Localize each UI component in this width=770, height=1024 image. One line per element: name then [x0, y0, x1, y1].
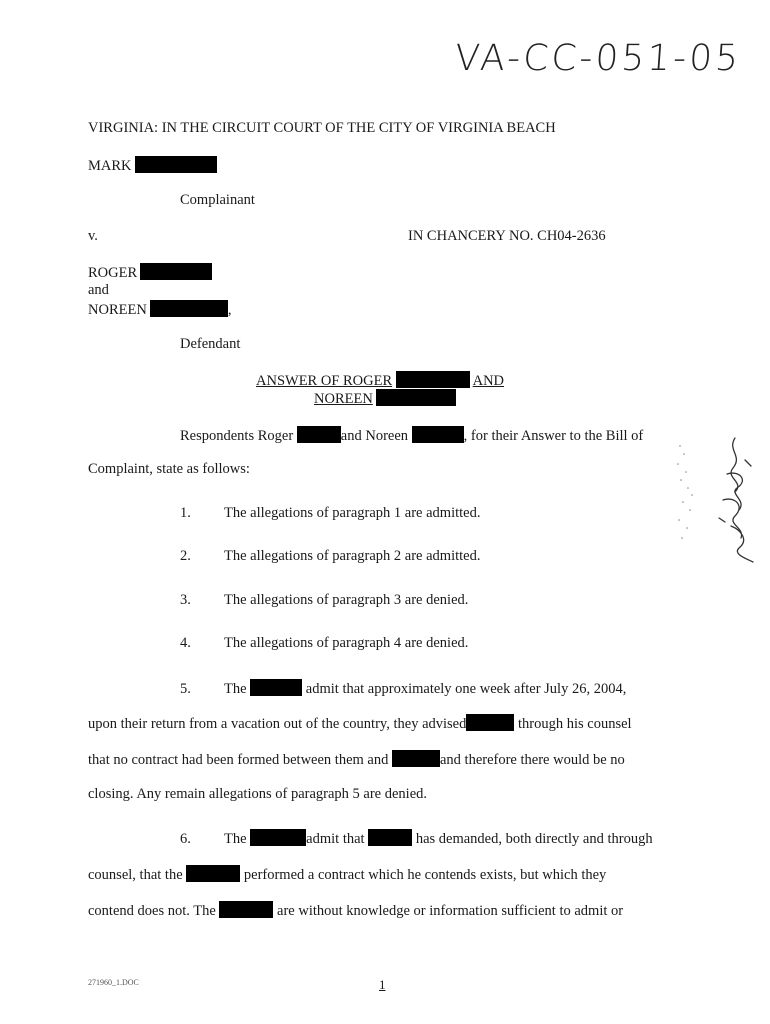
paragraph-text: The	[224, 831, 247, 847]
redaction-bar	[396, 371, 470, 388]
paragraph-text: The allegations of paragraph 2 are admitted.	[224, 548, 481, 564]
document-title-line1	[256, 371, 504, 390]
paragraph-text: that no contract had been formed between them and	[88, 752, 389, 768]
paragraph-text: The allegations of paragraph 1 are admitted.	[224, 505, 481, 521]
redaction-bar	[368, 829, 412, 846]
complainant-line	[88, 156, 217, 175]
defendant1-line	[88, 263, 212, 282]
title-text: AND	[472, 373, 505, 389]
paragraph-5-line4: closing. Any remain allegations of paragraph 5 are denied.	[88, 786, 428, 802]
paragraph-text: contend does not. The	[88, 903, 216, 919]
redaction-bar	[250, 829, 306, 846]
redaction-bar	[219, 901, 273, 918]
defendant-role: Defendant	[180, 336, 241, 352]
complainant-name: MARK	[88, 158, 132, 174]
paragraph-5-line1	[180, 679, 626, 698]
intro-line1	[180, 426, 643, 445]
redaction-bar	[186, 865, 240, 882]
comma: ,	[227, 302, 232, 318]
page-number: 1	[379, 977, 386, 992]
intro-text: , for their Answer to the Bill of	[463, 428, 644, 444]
paragraph-text: has demanded, both directly and through	[415, 831, 653, 847]
redaction-bar	[250, 679, 302, 696]
redaction-bar	[135, 156, 217, 173]
paragraph-number: 6.	[180, 831, 191, 847]
intro-line2: Complaint, state as follows:	[88, 461, 250, 477]
court-caption: VIRGINIA: IN THE CIRCUIT COURT OF THE CITY OF VIRGINIA BEACH	[88, 120, 556, 136]
paragraph-6-line2	[88, 865, 606, 884]
margin-stamp-marks	[672, 440, 698, 550]
document-title-line2	[314, 389, 456, 408]
handwritten-signature	[705, 430, 765, 570]
and-word: and	[88, 282, 109, 298]
paragraph-6-line3	[88, 901, 623, 920]
paragraph-text: and therefore there would be no	[439, 752, 625, 768]
paragraph-text: The allegations of paragraph 3 are denied.	[224, 592, 469, 608]
footer-document-code: 271960_1.DOC	[88, 978, 139, 987]
paragraph-number: 2.	[180, 548, 191, 564]
paragraph-3	[180, 592, 468, 609]
paragraph-1	[180, 505, 480, 522]
complainant-role: Complainant	[180, 192, 255, 208]
defendant2-name: NOREEN	[88, 302, 147, 318]
title-text: ANSWER OF ROGER	[256, 373, 393, 389]
redaction-bar	[412, 426, 464, 443]
paragraph-number: 3.	[180, 592, 191, 608]
paragraph-text: counsel, that the	[88, 867, 183, 883]
intro-text: and Noreen	[340, 428, 409, 444]
redaction-bar	[140, 263, 212, 280]
paragraph-text: The	[224, 681, 247, 697]
redaction-bar	[150, 300, 228, 317]
intro-text: Respondents Roger	[180, 428, 294, 444]
paragraph-text: admit that approximately one week after July 26, 2004,	[305, 681, 627, 697]
redaction-bar	[392, 750, 440, 767]
defendant2-line	[88, 300, 231, 319]
handwritten-document-id: VA-CC-051-05	[453, 38, 743, 79]
redaction-bar	[297, 426, 341, 443]
paragraph-number: 5.	[180, 681, 191, 697]
paragraph-text: performed a contract which he contends exists, but which they	[243, 867, 607, 883]
redaction-bar	[376, 389, 456, 406]
paragraph-number: 1.	[180, 505, 191, 521]
paragraph-text: The allegations of paragraph 4 are denied.	[224, 635, 469, 651]
paragraph-text: upon their return from a vacation out of the country, they advised	[88, 716, 467, 732]
paragraph-6-line1	[180, 829, 653, 848]
redaction-bar	[466, 714, 514, 731]
paragraph-text: are without knowledge or information sufficient to admit or	[277, 903, 624, 919]
paragraph-4	[180, 635, 468, 652]
paragraph-2	[180, 548, 480, 565]
defendant1-name: ROGER	[88, 265, 138, 281]
paragraph-number: 4.	[180, 635, 191, 651]
chancery-number: IN CHANCERY NO. CH04-2636	[408, 228, 606, 244]
paragraph-5-line2	[88, 714, 632, 733]
paragraph-text: through his counsel	[517, 716, 632, 732]
versus: v.	[88, 228, 98, 244]
paragraph-5-line3	[88, 750, 625, 769]
title-text: NOREEN	[314, 391, 373, 407]
paragraph-text: admit that	[306, 831, 365, 847]
